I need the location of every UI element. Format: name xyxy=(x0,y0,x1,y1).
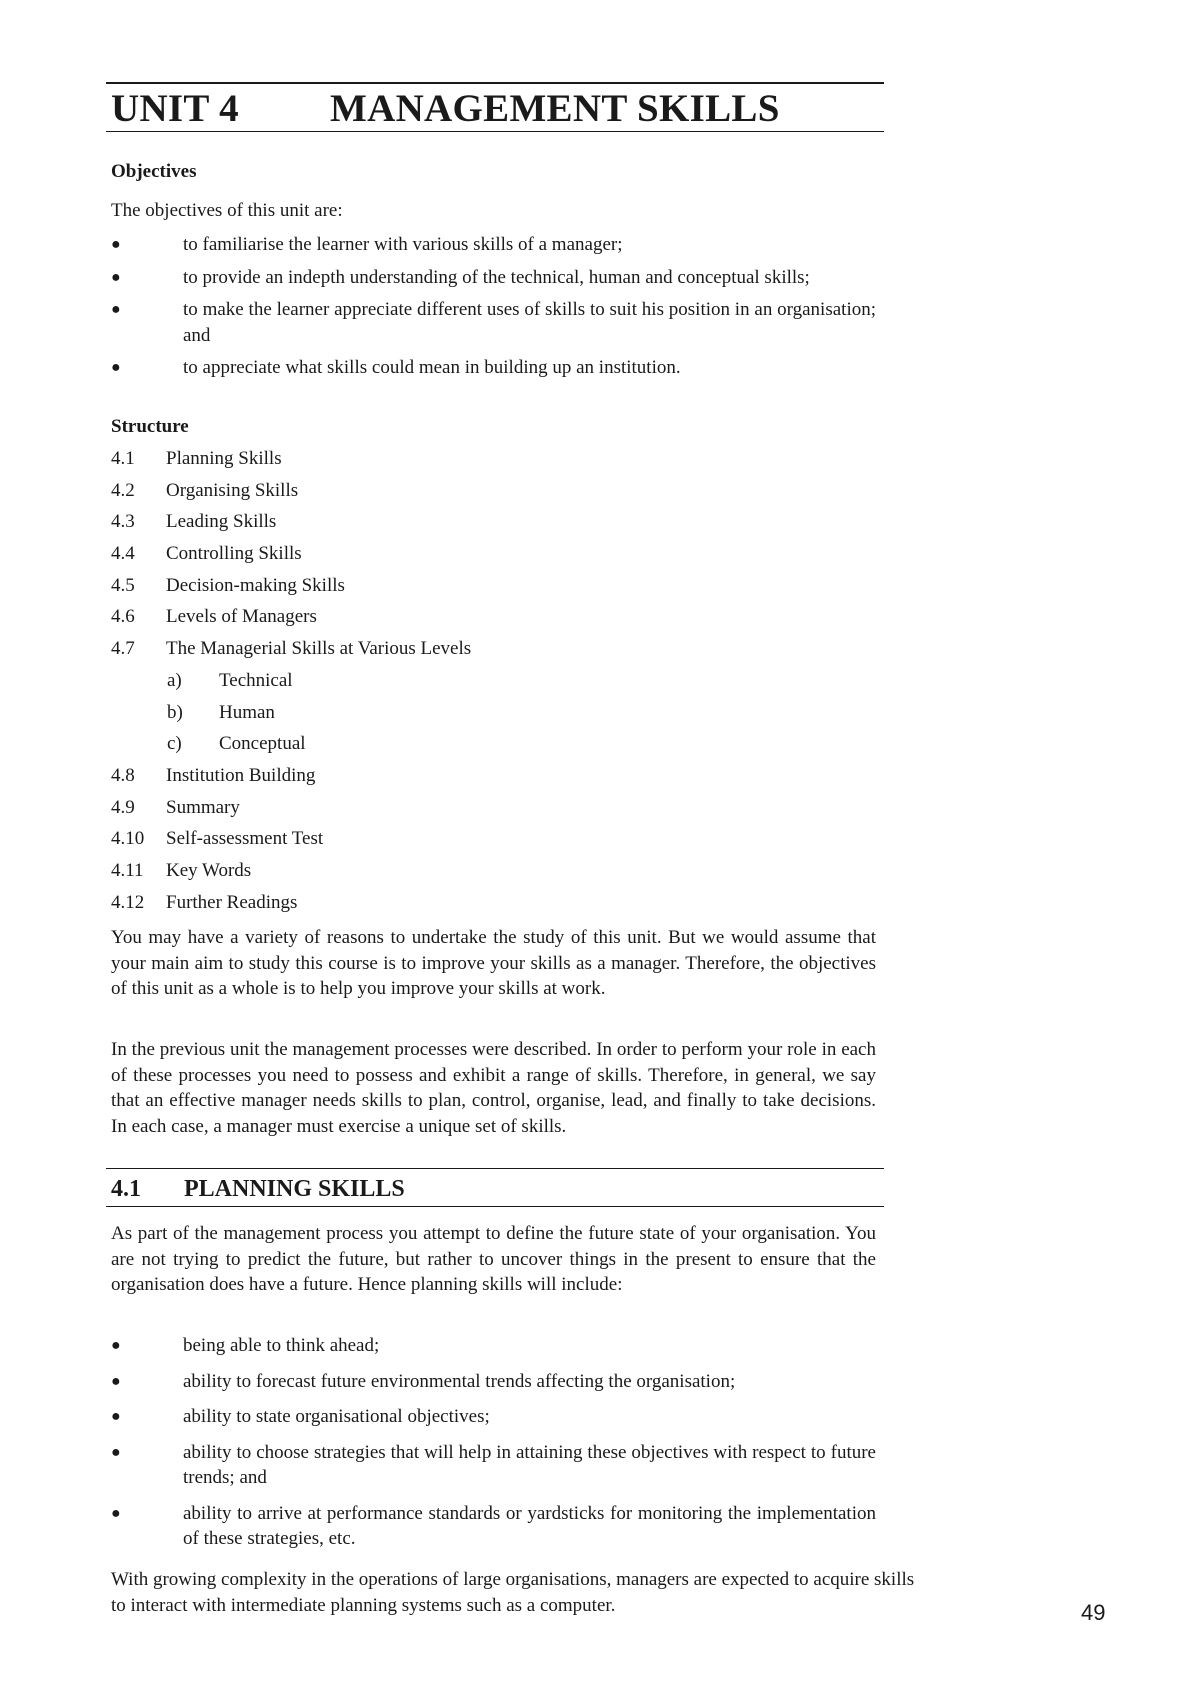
section-top-rule xyxy=(106,1168,884,1169)
bullet-icon: ● xyxy=(111,1443,121,1461)
objectives-intro: The objectives of this unit are: xyxy=(111,200,343,221)
planning-skill-item: ● ability to arrive at performance standards or yardsticks for monitoring the implementation of these strategies, etc. xyxy=(111,1502,876,1549)
section-title: PLANNING SKILLS xyxy=(184,1176,405,1202)
section-number: 4.1 xyxy=(111,1176,141,1202)
structure-item: 4.1 Planning Skills xyxy=(111,448,282,469)
section-intro-paragraph: As part of the management process you attempt to define the future state of your organisation. You are not trying to predict the future, but rather to uncover things in the present to ensure that the organisation does have a future. Hence planning skills will include: xyxy=(111,1223,876,1295)
bullet-icon: ● xyxy=(111,1337,121,1354)
bullet-icon: ● xyxy=(111,301,121,318)
structure-item: 4.5 Decision-making Skills xyxy=(111,574,345,596)
structure-item: 4.8 Institution Building xyxy=(111,764,316,786)
structure-item: 4.4 Controlling Skills xyxy=(111,543,302,565)
bullet-icon: ● xyxy=(111,1372,121,1390)
section-heading xyxy=(111,1174,405,1204)
structure-heading: Structure xyxy=(111,416,189,437)
section-bottom-rule xyxy=(106,1206,884,1207)
planning-skill-item: ● ability to choose strategies that will help in attaining these objectives with respect to future trends; and xyxy=(111,1441,876,1488)
planning-skill-item: ● ability to state organisational objectives; xyxy=(111,1404,876,1430)
objective-item: ● to provide an indepth understanding of the technical, human and conceptual skills; xyxy=(111,265,876,291)
planning-skills-list xyxy=(111,1333,876,1552)
planning-skill-item: ● ability to forecast future environmental trends affecting the organisation; xyxy=(111,1369,876,1395)
objective-item: ● to appreciate what skills could mean in building up an institution. xyxy=(111,355,876,381)
bullet-icon: ● xyxy=(111,236,121,253)
bullet-icon: ● xyxy=(111,1408,121,1425)
bullet-icon: ● xyxy=(111,268,121,286)
unit-bottom-rule xyxy=(106,131,884,132)
bullet-icon: ● xyxy=(111,1504,121,1522)
structure-subitem: a) Technical xyxy=(167,669,293,691)
page-number: 49 xyxy=(1081,1600,1106,1625)
structure-item: 4.11 Key Words xyxy=(111,859,252,881)
unit-top-rule xyxy=(106,82,884,84)
objective-item: ● to make the learner appreciate different uses of skills to suit his position in an organisation; and xyxy=(111,299,876,346)
closing-paragraph: With growing complexity in the operations of large organisations, managers are expected to acquire skills to interact with intermediate planning systems such as a computer. xyxy=(111,1569,915,1616)
structure-list xyxy=(111,447,471,922)
bullet-icon: ● xyxy=(111,359,121,376)
structure-item: 4.12 Further Readings xyxy=(111,891,298,913)
structure-item: 4.10 Self-assessment Test xyxy=(111,828,324,850)
structure-item: 4.7 The Managerial Skills at Various Levels xyxy=(111,638,472,660)
intro-paragraph: In the previous unit the management processes were described. In order to perform your role in each of these processes you need to possess and exhibit a range of skills. Therefore, in general, we say that an effective manager needs skills to plan, control, organise, lead, and finally to take decisions. In each case, a manager must exercise a unique set of skills. xyxy=(111,1039,876,1137)
structure-subitem: b) Human xyxy=(167,701,275,723)
structure-item: 4.6 Levels of Managers xyxy=(111,606,317,628)
planning-skill-item: ● being able to think ahead; xyxy=(111,1333,876,1359)
structure-item: 4.2 Organising Skills xyxy=(111,479,299,501)
objectives-list xyxy=(111,232,876,381)
unit-title: MANAGEMENT SKILLS xyxy=(330,87,780,130)
unit-number: UNIT 4 xyxy=(111,87,239,130)
structure-subitem: c) Conceptual xyxy=(167,733,306,755)
structure-item: 4.3 Leading Skills xyxy=(111,511,277,533)
objective-item: ● to familiarise the learner with various skills of a manager; xyxy=(111,232,876,258)
objectives-heading: Objectives xyxy=(111,161,197,182)
intro-paragraph: You may have a variety of reasons to undertake the study of this unit. But we would assume that your main aim to study this course is to improve your skills as a manager. Therefore, the objectives of this unit as a whole is to help you improve your skills at work. xyxy=(111,927,876,999)
structure-item: 4.9 Summary xyxy=(111,796,240,818)
unit-heading xyxy=(111,86,780,132)
